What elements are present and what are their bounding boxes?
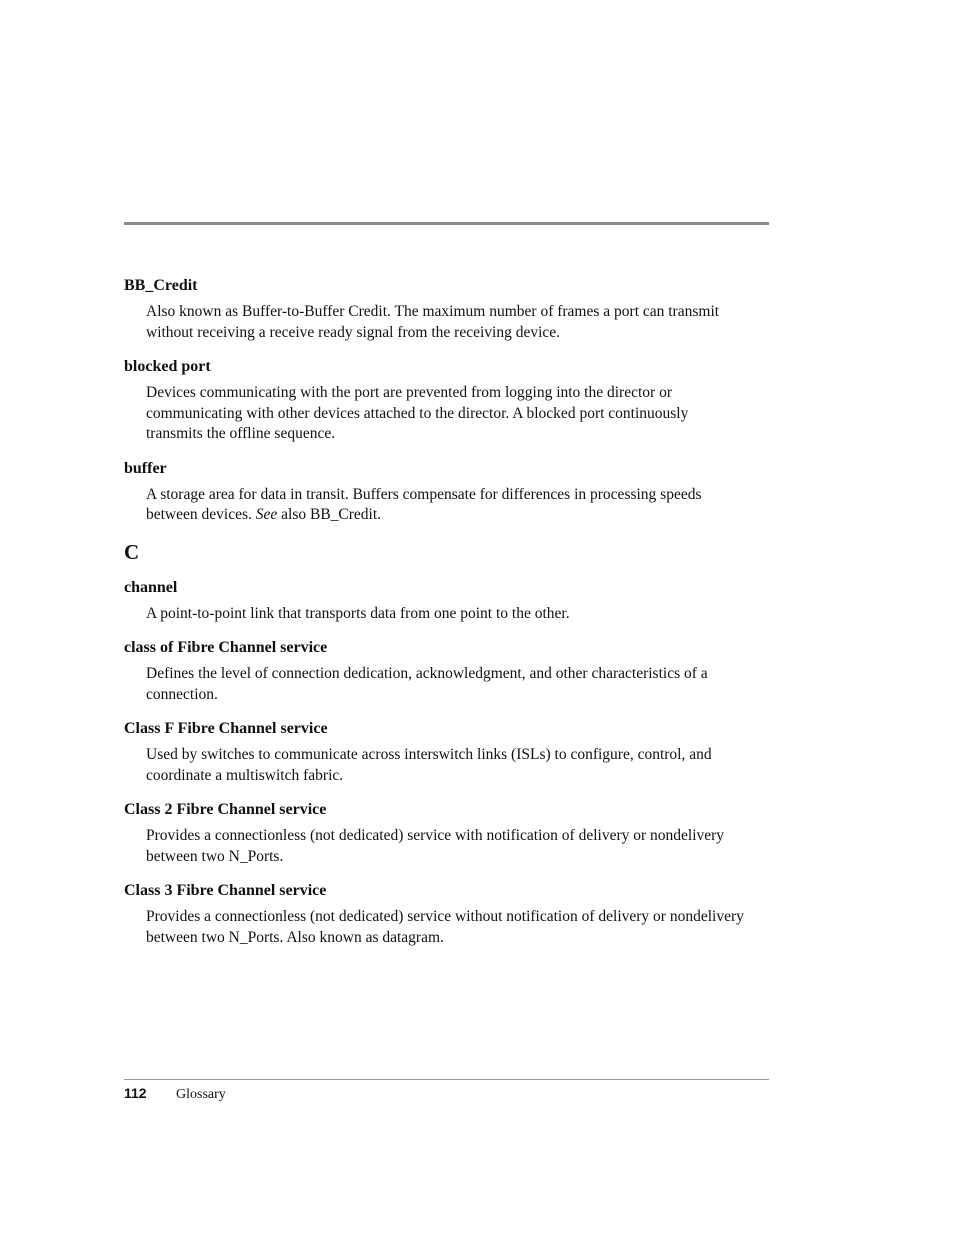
term-buffer: buffer xyxy=(124,459,167,477)
glossary-entry-channel xyxy=(124,578,769,625)
glossary-entry-class-f xyxy=(124,719,769,786)
glossary-content xyxy=(124,276,769,962)
page-footer xyxy=(124,1084,226,1104)
glossary-entry-class-3 xyxy=(124,881,769,948)
definition-class-f: Used by switches to communicate across interswitch links (ISLs) to configure, control, and coordinate a multiswitch fabric. xyxy=(146,746,712,784)
see-reference: See xyxy=(255,506,278,523)
definition-class-2: Provides a connectionless (not dedicated) service with notification of delivery or nondelivery between two N_Ports. xyxy=(146,827,725,865)
term-class-2: Class 2 Fibre Channel service xyxy=(124,801,327,818)
definition-class-of-service: Defines the level of connection dedication, acknowledgment, and other characteristics of a connection. xyxy=(146,665,708,703)
definition-buffer xyxy=(146,485,746,526)
glossary-entry-class-2 xyxy=(124,800,769,867)
footer-section-label: Glossary xyxy=(176,1087,226,1102)
definition-bb-credit: Also known as Buffer-to-Buffer Credit. The maximum number of frames a port can transmit without receiving a receive ready signal from the receiving device. xyxy=(146,303,720,341)
footer-rule xyxy=(124,1079,769,1080)
glossary-entry-blocked-port xyxy=(124,357,769,445)
definition-buffer-text-end: also BB_Credit. xyxy=(277,506,382,523)
glossary-entry-buffer xyxy=(124,459,769,526)
term-class-of-service: class of Fibre Channel service xyxy=(124,639,328,656)
glossary-entry-bb-credit xyxy=(124,276,769,343)
definition-buffer-text: A storage area for data in transit. Buffers compensate for differences in processing speeds between devices. xyxy=(146,485,702,523)
definition-channel: A point-to-point link that transports data from one point to the other. xyxy=(146,604,570,622)
term-channel: channel xyxy=(124,578,178,596)
definition-class-3: Provides a connectionless (not dedicated) service without notification of delivery or nondelivery between two N_Ports. Also known as datagram. xyxy=(146,908,744,946)
term-bb-credit: BB_Credit xyxy=(124,277,198,294)
definition-blocked-port: Devices communicating with the port are prevented from logging into the director or communicating with other devices attached to the director. A blocked port continuously transmits the offline sequence. xyxy=(146,384,689,442)
term-class-f: Class F Fibre Channel service xyxy=(124,720,328,737)
section-letter-c: C xyxy=(124,539,140,564)
glossary-entry-class-of-service xyxy=(124,638,769,705)
term-class-3: Class 3 Fibre Channel service xyxy=(124,882,327,899)
term-blocked-port: blocked port xyxy=(124,358,211,375)
header-rule xyxy=(124,222,769,225)
page-number: 112 xyxy=(124,1085,147,1101)
